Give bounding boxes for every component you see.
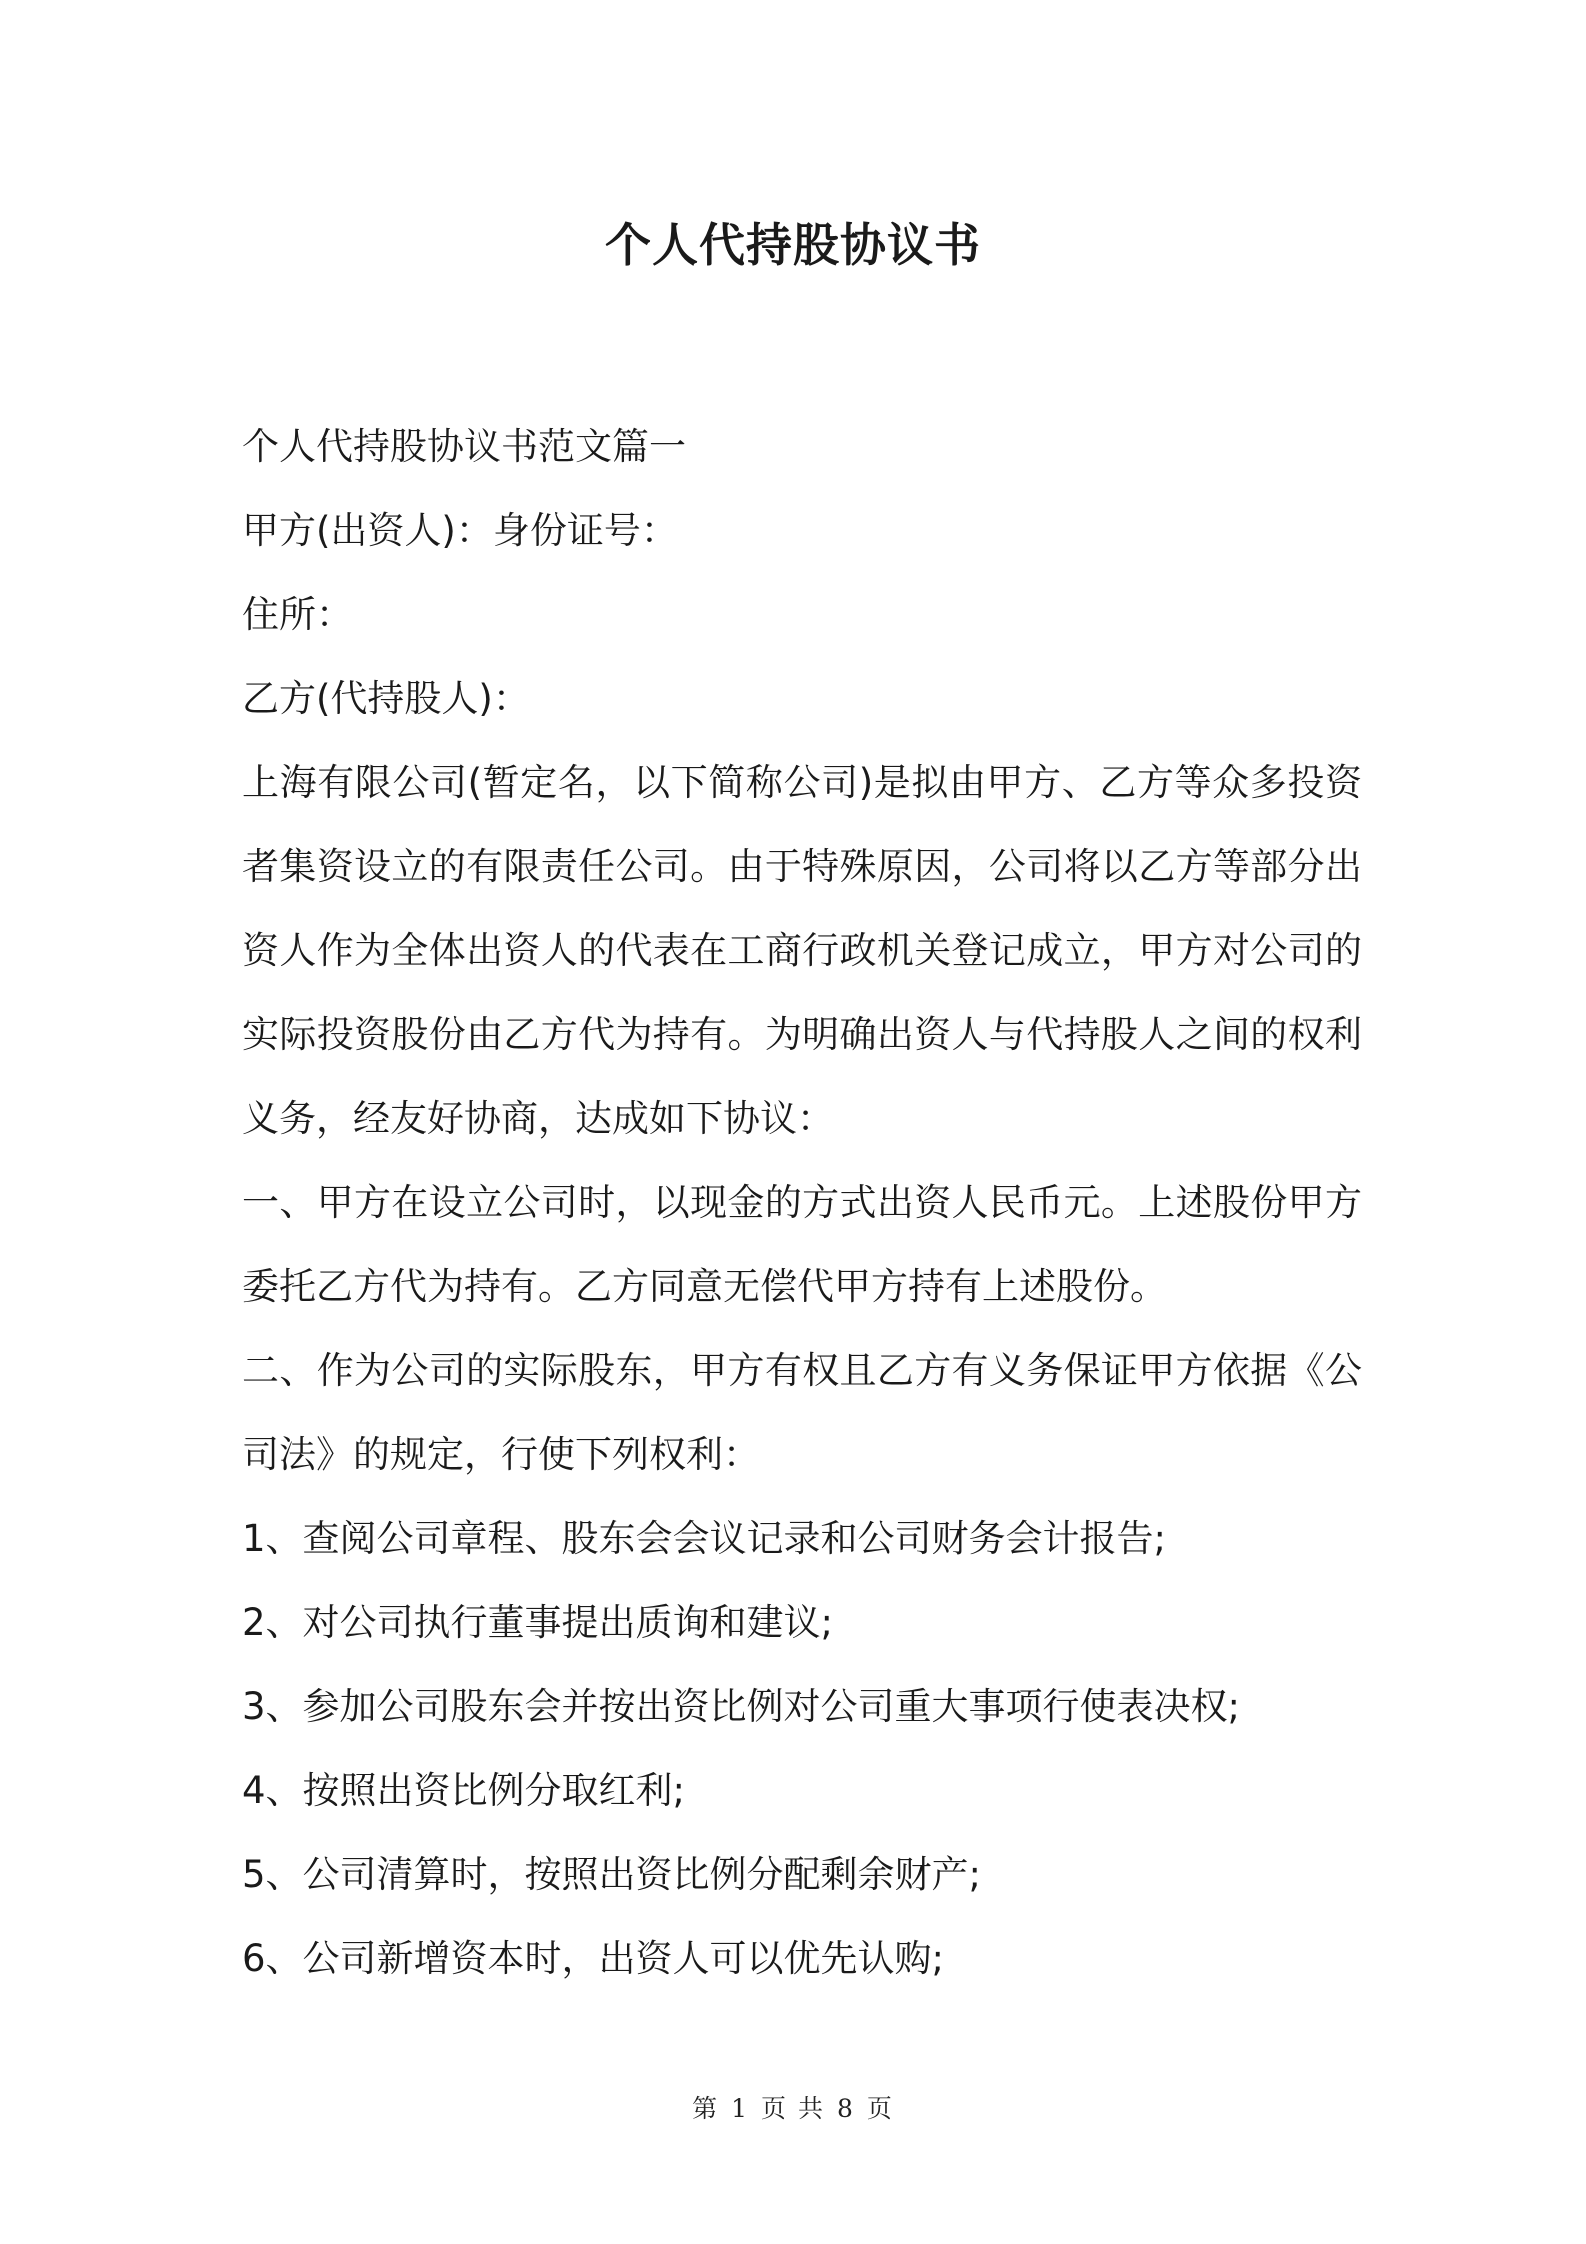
body-line: 4、按照出资比例分取红利; <box>242 1769 686 1812</box>
page-prefix: 第 <box>692 2094 720 2123</box>
page-suffix: 页 <box>866 2094 894 2123</box>
body-line: 2、对公司执行董事提出质询和建议; <box>242 1601 834 1644</box>
body-line: 乙方(代持股人)： <box>242 677 530 720</box>
body-line: 二、作为公司的实际股东，甲方有权且乙方有义务保证甲方依据《公 <box>242 1349 1362 1392</box>
body-line: 者集资设立的有限责任公司。由于特殊原因，公司将以乙方等部分出 <box>242 845 1362 888</box>
page-footer <box>0 2092 1586 2126</box>
body-line: 6、公司新增资本时，出资人可以优先认购; <box>242 1937 945 1980</box>
current-page-number: 1 <box>731 2094 750 2123</box>
body-line: 甲方(出资人)：身份证号： <box>242 509 678 552</box>
total-pages-number: 8 <box>836 2094 855 2123</box>
body-line: 义务，经友好协商，达成如下协议： <box>242 1097 834 1140</box>
page-middle: 页 共 <box>761 2094 825 2123</box>
body-line: 司法》的规定，行使下列权利： <box>242 1433 760 1476</box>
document-title: 个人代持股协议书 <box>605 218 981 272</box>
body-line: 一、甲方在设立公司时，以现金的方式出资人民币元。上述股份甲方 <box>242 1181 1362 1224</box>
body-line: 资人作为全体出资人的代表在工商行政机关登记成立，甲方对公司的 <box>242 929 1362 972</box>
body-line: 委托乙方代为持有。乙方同意无偿代甲方持有上述股份。 <box>242 1265 1167 1308</box>
body-line: 1、查阅公司章程、股东会会议记录和公司财务会计报告; <box>242 1517 1167 1560</box>
body-line: 3、参加公司股东会并按出资比例对公司重大事项行使表决权; <box>242 1685 1241 1728</box>
body-line: 个人代持股协议书范文篇一 <box>242 425 686 468</box>
body-line: 实际投资股份由乙方代为持有。为明确出资人与代持股人之间的权利 <box>242 1013 1362 1056</box>
body-line: 5、公司清算时，按照出资比例分配剩余财产; <box>242 1853 982 1896</box>
body-line: 住所： <box>242 593 353 636</box>
document-body <box>242 405 1362 2001</box>
body-line: 上海有限公司(暂定名，以下简称公司)是拟由甲方、乙方等众多投资 <box>242 761 1362 804</box>
